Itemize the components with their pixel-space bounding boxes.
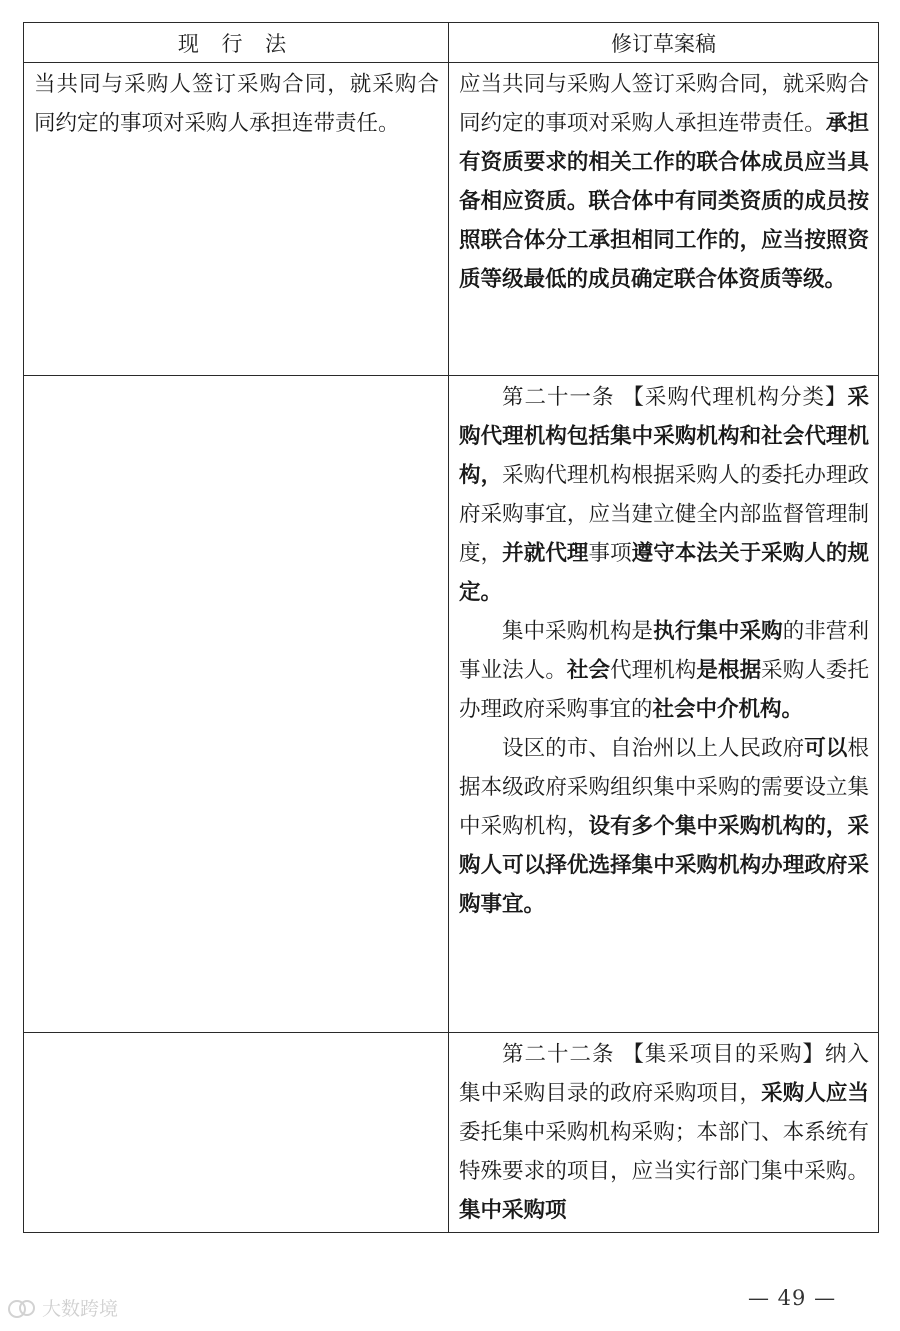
bold-text: 并就代理 xyxy=(502,541,589,566)
normal-text: 设区的市、自治州以上人民政府 xyxy=(502,736,805,761)
watermark-text: 大数跨境 xyxy=(42,1298,119,1320)
normal-text: 采购人委托办理政府采购事宜的 xyxy=(459,658,869,722)
bold-text: 设有多个集中采购机构的，采购人可以择优选择集中采购机构办理政府采购事宜。 xyxy=(459,814,869,917)
bold-text: 集中采购项 xyxy=(459,1198,567,1223)
bold-text: 遵守本法关于采购人的规定。 xyxy=(459,541,869,605)
bold-text: 采购人应当 xyxy=(761,1081,869,1106)
article-21-paragraph-3 xyxy=(459,729,869,924)
cell-revised-draft xyxy=(449,376,879,1033)
cell-revised-draft xyxy=(449,1033,879,1233)
normal-text: 集中采购机构是 xyxy=(502,619,654,644)
revised-text-bold: 承担有资质要求的相关工作的联合体成员应当具备相应资质。联合体中有同类资质的成员按照联合体分工承担相同工作的，应当按照资质等级最低的成员确定联合体资质等级。 xyxy=(459,111,869,292)
bold-text: 执行集中采购 xyxy=(653,619,783,644)
normal-text: 采购代理机构根据采购人的委托办理政府采购事宜，应当建立健全内部监督管理制度， xyxy=(459,463,869,566)
article-21-paragraph-1 xyxy=(459,378,869,612)
cell-current-law xyxy=(24,376,449,1033)
cell-current-law xyxy=(24,1033,449,1233)
article-22-paragraph-1 xyxy=(459,1035,869,1230)
comparison-table xyxy=(23,22,879,1233)
article-21-paragraph-2 xyxy=(459,612,869,729)
normal-text: 代理机构 xyxy=(610,658,697,683)
bold-text: 可以 xyxy=(804,736,848,761)
article-21-heading: 第二十一条 【采购代理机构分类】 xyxy=(502,385,848,410)
table-row xyxy=(24,63,879,376)
watermark-logo-icon xyxy=(6,1297,36,1319)
current-law-text: 当共同与采购人签订采购合同，就采购合同约定的事项对采购人承担连带责任。 xyxy=(34,72,439,136)
table-row xyxy=(24,376,879,1033)
bold-text: 社会 xyxy=(566,658,611,683)
normal-text: 的 xyxy=(782,619,805,644)
header-revised-draft: 修订草案稿 xyxy=(449,23,879,63)
article-22-heading: 第二十二条 【集采项目的采购】 xyxy=(502,1042,825,1067)
bold-text: 是根据 xyxy=(696,658,762,683)
header-current-law: 现 行 法 xyxy=(24,23,449,63)
normal-text: 委托集中采购机构采购；本部门、本系统有特殊要求的项目，应当实行部门集中采购。 xyxy=(459,1120,869,1184)
normal-text: 根据本级政府采购组织集中采购的需要设立集中采购机构， xyxy=(459,736,869,839)
normal-text: 纳入集中采购目录的政府采购项目， xyxy=(459,1042,869,1106)
revised-text-normal: 应当共同与采购人签订采购合同，就采购合同约定的事项对采购人承担连带责任。 xyxy=(459,72,869,136)
normal-text: 非营利事业法人。 xyxy=(459,619,869,683)
cell-revised-draft xyxy=(449,63,879,376)
bold-text: 采购代理机构包括集中采购机构和社会代理机构， xyxy=(459,385,869,488)
cell-current-law xyxy=(24,63,449,376)
bold-text: 社会中介机构。 xyxy=(652,697,804,722)
page-number: — 49 — xyxy=(748,1286,837,1310)
table-header-row xyxy=(24,23,879,63)
revised-draft-text xyxy=(459,65,869,299)
watermark xyxy=(6,1294,118,1321)
normal-text: 事项 xyxy=(588,541,632,566)
table-row xyxy=(24,1033,879,1233)
